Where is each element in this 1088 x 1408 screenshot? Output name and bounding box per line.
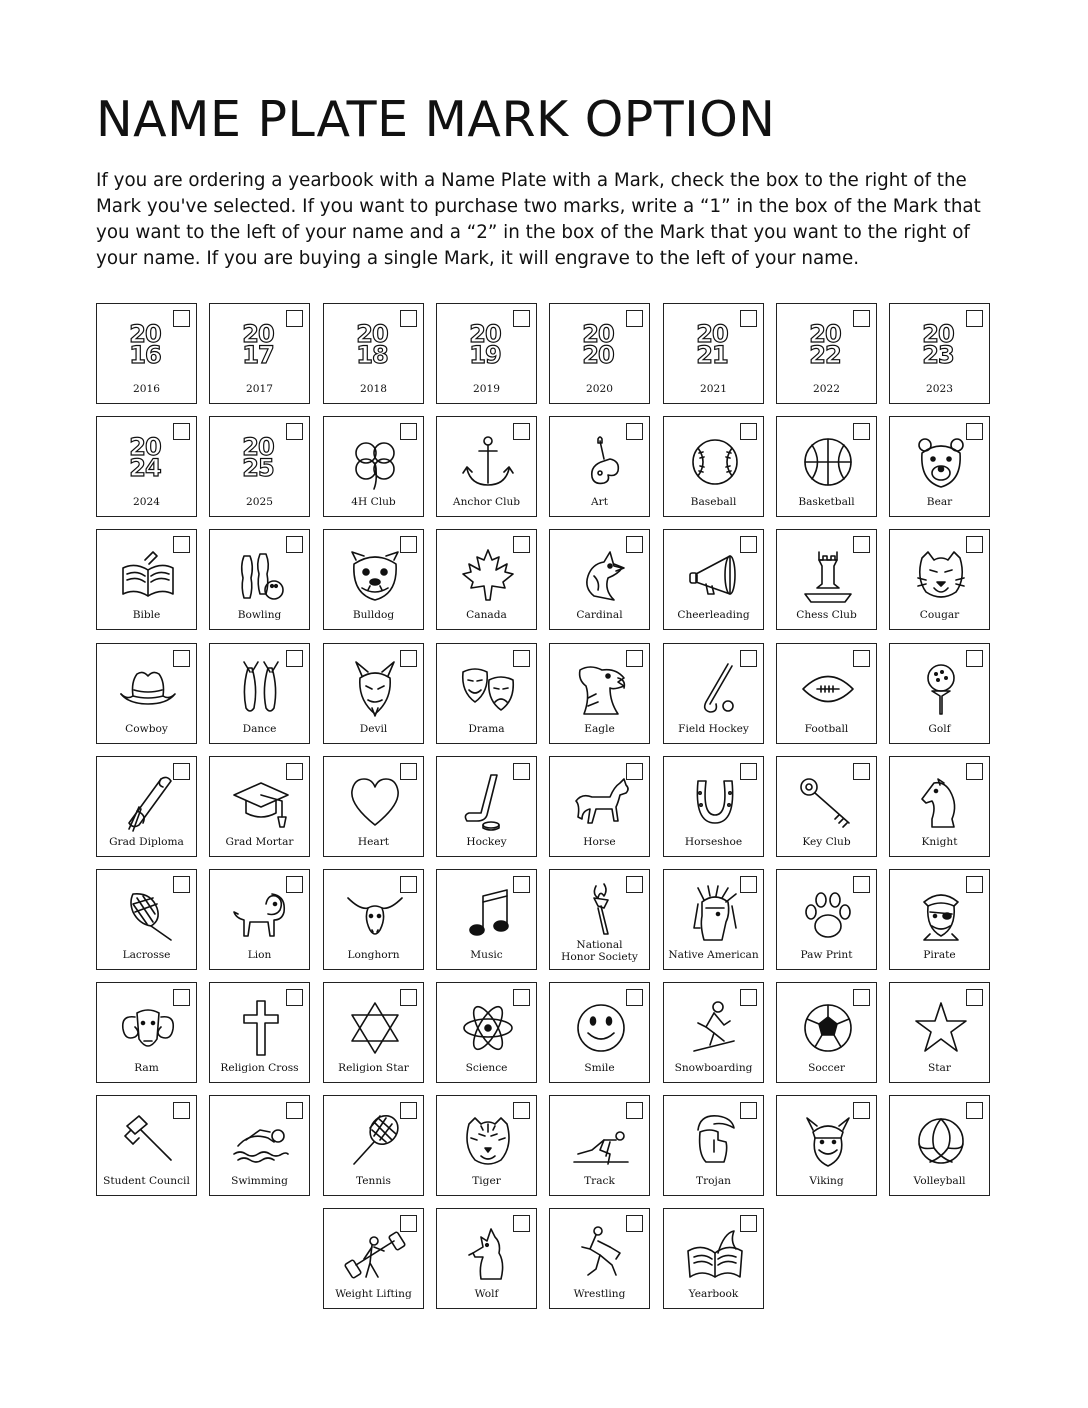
mark-checkbox-2020[interactable]	[626, 310, 643, 327]
mark-option-religion-cross	[209, 982, 310, 1083]
year-bottom: 24	[129, 454, 161, 482]
volleyball-icon	[910, 1110, 972, 1172]
mark-label: Swimming	[231, 1175, 288, 1187]
mark-option-pirate	[889, 869, 990, 970]
mark-option-key-club	[776, 756, 877, 857]
chess-rook-icon	[797, 544, 859, 606]
mark-label: Tiger	[472, 1175, 501, 1187]
book-icon	[117, 544, 179, 606]
mark-option-eagle	[549, 643, 650, 744]
wolf-icon	[457, 1223, 519, 1285]
mark-option-religion-star	[323, 982, 424, 1083]
year-icon	[119, 320, 171, 369]
mark-option-2020	[549, 303, 650, 404]
mark-option-bible	[96, 529, 197, 630]
mark-label: 2023	[926, 383, 953, 395]
mark-option-science	[436, 982, 537, 1083]
mark-option-bear	[889, 416, 990, 517]
mark-label: Cheerleading	[677, 609, 750, 621]
mark-option-national	[549, 869, 650, 970]
longhorn-icon	[344, 884, 406, 946]
bulldog-icon	[344, 544, 406, 606]
mark-option-art	[549, 416, 650, 517]
year-icon	[346, 320, 398, 369]
year-icon	[232, 433, 284, 482]
year-bottom: 16	[129, 341, 161, 369]
year-icon	[912, 320, 964, 369]
mark-option-smile	[549, 982, 650, 1083]
runner-icon	[570, 1110, 632, 1172]
year-icon	[686, 320, 738, 369]
eagle-icon	[570, 658, 632, 720]
mark-label: Cowboy	[125, 723, 168, 735]
mark-label: 2017	[246, 383, 273, 395]
year-bottom: 22	[809, 341, 841, 369]
mark-option-grad-mortar	[209, 756, 310, 857]
clover-icon	[344, 431, 406, 493]
year-top: 20	[469, 320, 501, 348]
mark-label: Bulldog	[352, 609, 395, 621]
mark-label: Canada	[466, 609, 507, 621]
mark-label: Wolf	[474, 1288, 499, 1300]
mark-label: 2025	[246, 496, 273, 508]
mark-label: 4H Club	[351, 496, 396, 508]
mark-option-cheerleading	[663, 529, 764, 630]
mark-label: Viking	[809, 1175, 844, 1187]
mark-label: Eagle	[584, 723, 615, 735]
barbell-icon	[344, 1223, 406, 1285]
mark-label: Football	[804, 723, 849, 735]
mark-option-2023	[889, 303, 990, 404]
devil-icon	[344, 658, 406, 720]
mark-label: Art	[591, 496, 608, 508]
diploma-icon	[117, 771, 179, 833]
mark-option-2021	[663, 303, 764, 404]
mark-label: Tennis	[356, 1175, 391, 1187]
mark-checkbox-2022[interactable]	[853, 310, 870, 327]
star-of-david-icon	[344, 997, 406, 1059]
mark-option-tennis	[323, 1095, 424, 1196]
mark-label: Drama	[468, 723, 505, 735]
year-top: 20	[809, 320, 841, 348]
swimmer-icon	[230, 1110, 292, 1172]
knight-icon	[910, 771, 972, 833]
mark-option-wrestling	[549, 1208, 650, 1309]
lion-icon	[230, 884, 292, 946]
lacrosse-icon	[117, 884, 179, 946]
mark-label: Smile	[584, 1062, 615, 1074]
mark-option-chess-club	[776, 529, 877, 630]
year-bottom: 17	[242, 341, 274, 369]
year-icon	[799, 320, 851, 369]
year-bottom: 19	[469, 341, 501, 369]
year-bottom: 21	[696, 341, 728, 369]
year-top: 20	[242, 320, 274, 348]
mark-label: Hockey	[466, 836, 507, 848]
mark-label: Paw Print	[800, 949, 853, 961]
mark-option-native-american	[663, 869, 764, 970]
mark-label: Wrestling	[573, 1288, 626, 1300]
mark-label: Snowboarding	[674, 1062, 753, 1074]
mark-label: Star	[928, 1062, 951, 1074]
mark-option-devil	[323, 643, 424, 744]
star-icon	[910, 997, 972, 1059]
mark-label: Lacrosse	[122, 949, 171, 961]
mark-option-2016	[96, 303, 197, 404]
mark-checkbox-2017[interactable]	[286, 310, 303, 327]
mark-option-star	[889, 982, 990, 1083]
mark-label: Golf	[928, 723, 951, 735]
mark-label: Bear	[926, 496, 953, 508]
mark-option-bowling	[209, 529, 310, 630]
mark-option-2018	[323, 303, 424, 404]
instructions-paragraph: If you are ordering a yearbook with a Name Plate with a Mark, check the box to the right of the Mark you've selected. If you want to purchase two marks, write a “1” in the box of the Mark that you want to the left of your name and a “2” in the box of the Mark that you want to the right of your name. If you are buying a single Mark, it will engrave to the left of your name.	[96, 170, 981, 269]
horse-icon	[570, 771, 632, 833]
hockey-icon	[457, 771, 519, 833]
drama-masks-icon	[457, 658, 519, 720]
mark-option-tiger	[436, 1095, 537, 1196]
mark-label: Pirate	[923, 949, 956, 961]
year-top: 20	[356, 320, 388, 348]
trojan-helmet-icon	[684, 1110, 746, 1172]
mark-checkbox-2025[interactable]	[286, 423, 303, 440]
mark-label: Basketball	[798, 496, 855, 508]
mark-label: Trojan	[696, 1175, 731, 1187]
mark-option-horse	[549, 756, 650, 857]
pirate-icon	[910, 884, 972, 946]
mark-option-2019	[436, 303, 537, 404]
mark-label: Key Club	[802, 836, 851, 848]
year-top: 20	[129, 320, 161, 348]
anchor-icon	[457, 431, 519, 493]
mark-option-canada	[436, 529, 537, 630]
mark-option-student-council	[96, 1095, 197, 1196]
mark-option-trojan	[663, 1095, 764, 1196]
mark-option-knight	[889, 756, 990, 857]
mark-option-bulldog	[323, 529, 424, 630]
mark-label: 2016	[133, 383, 160, 395]
mark-option-longhorn	[323, 869, 424, 970]
mark-option-baseball	[663, 416, 764, 517]
mark-label: Grad Diploma	[109, 836, 184, 848]
music-note-icon	[457, 884, 519, 946]
mark-option-cardinal	[549, 529, 650, 630]
mark-option-football	[776, 643, 877, 744]
mark-label: Cougar	[919, 609, 960, 621]
viking-icon	[797, 1110, 859, 1172]
tiger-icon	[457, 1110, 519, 1172]
maple-leaf-icon	[457, 544, 519, 606]
mark-label: Religion Star	[338, 1062, 409, 1074]
mark-checkbox-2018[interactable]	[400, 310, 417, 327]
horseshoe-icon	[684, 771, 746, 833]
palette-icon	[570, 431, 632, 493]
mark-option-viking	[776, 1095, 877, 1196]
year-icon	[232, 320, 284, 369]
mark-label: Bowling	[237, 609, 282, 621]
year-bottom: 18	[356, 341, 388, 369]
megaphone-icon	[684, 544, 746, 606]
mark-checkbox-2016[interactable]	[173, 310, 190, 327]
mark-label: Horse	[583, 836, 616, 848]
ballet-shoes-icon	[230, 658, 292, 720]
mark-label: Anchor Club	[452, 496, 521, 508]
mark-label: 2022	[813, 383, 840, 395]
mark-option-drama	[436, 643, 537, 744]
mark-option-heart	[323, 756, 424, 857]
atom-icon	[457, 997, 519, 1059]
soccer-ball-icon	[797, 997, 859, 1059]
mark-option-wolf	[436, 1208, 537, 1309]
mark-option-dance	[209, 643, 310, 744]
mark-label: Weight Lifting	[335, 1288, 412, 1300]
mark-option-horseshoe	[663, 756, 764, 857]
mark-label: Heart	[357, 836, 390, 848]
cougar-icon	[910, 544, 972, 606]
mark-option-music	[436, 869, 537, 970]
mark-label: Volleyball	[913, 1175, 966, 1187]
snowboarder-icon	[684, 997, 746, 1059]
mark-label: Soccer	[808, 1062, 845, 1074]
tennis-racket-icon	[344, 1110, 406, 1172]
torch-icon	[570, 878, 632, 940]
mark-option-cougar	[889, 529, 990, 630]
mark-label: National	[576, 939, 623, 951]
mark-label: Longhorn	[347, 949, 400, 961]
mark-option-swimming	[209, 1095, 310, 1196]
mark-option-2017	[209, 303, 310, 404]
open-book-icon	[684, 1223, 746, 1285]
mark-label-line-2: Honor Society	[561, 951, 638, 963]
mark-option-4h-club	[323, 416, 424, 517]
football-icon	[797, 658, 859, 720]
mark-option-soccer	[776, 982, 877, 1083]
gavel-icon	[117, 1110, 179, 1172]
mark-option-2022	[776, 303, 877, 404]
mark-option-basketball	[776, 416, 877, 517]
mark-option-hockey	[436, 756, 537, 857]
year-bottom: 23	[922, 341, 954, 369]
mark-label: Music	[470, 949, 503, 961]
mark-label: Native American	[668, 949, 759, 961]
mark-label: Devil	[359, 723, 388, 735]
mark-option-track	[549, 1095, 650, 1196]
mark-label: 2024	[133, 496, 160, 508]
mark-option-volleyball	[889, 1095, 990, 1196]
page-title: NAME PLATE MARK OPTION	[96, 91, 776, 148]
bowling-icon	[230, 544, 292, 606]
year-icon	[572, 320, 624, 369]
mortarboard-icon	[230, 771, 292, 833]
mark-label: Baseball	[690, 496, 737, 508]
mark-checkbox-2024[interactable]	[173, 423, 190, 440]
cross-icon	[230, 997, 292, 1059]
mark-label: Ram	[134, 1062, 159, 1074]
mark-label: 2019	[473, 383, 500, 395]
mark-label: Religion Cross	[220, 1062, 299, 1074]
cowboy-hat-icon	[117, 658, 179, 720]
native-american-icon	[684, 884, 746, 946]
heart-icon	[344, 771, 406, 833]
mark-option-grad-diploma	[96, 756, 197, 857]
mark-checkbox-2021[interactable]	[740, 310, 757, 327]
mark-option-field-hockey	[663, 643, 764, 744]
year-icon	[459, 320, 511, 369]
mark-option-snowboarding	[663, 982, 764, 1083]
mark-option-golf	[889, 643, 990, 744]
field-hockey-icon	[684, 658, 746, 720]
year-top: 20	[242, 433, 274, 461]
mark-label: Track	[584, 1175, 615, 1187]
mark-label: Horseshoe	[684, 836, 743, 848]
basketball-icon	[797, 431, 859, 493]
mark-label: Chess Club	[796, 609, 857, 621]
year-icon	[119, 433, 171, 482]
year-top: 20	[582, 320, 614, 348]
mark-label: Grad Mortar	[225, 836, 294, 848]
mark-option-paw-print	[776, 869, 877, 970]
mark-option-ram	[96, 982, 197, 1083]
mark-label: Student Council	[103, 1175, 190, 1187]
mark-label: Bible	[132, 609, 161, 621]
mark-option-weight-lifting	[323, 1208, 424, 1309]
mark-label: 2020	[586, 383, 613, 395]
mark-option-2024	[96, 416, 197, 517]
mark-option-yearbook	[663, 1208, 764, 1309]
mark-option-lion	[209, 869, 310, 970]
cardinal-icon	[570, 544, 632, 606]
smile-icon	[570, 997, 632, 1059]
golf-icon	[910, 658, 972, 720]
mark-label: 2018	[360, 383, 387, 395]
mark-label: Field Hockey	[678, 723, 749, 735]
year-bottom: 20	[582, 341, 614, 369]
year-bottom: 25	[242, 454, 274, 482]
mark-label: Lion	[247, 949, 272, 961]
year-top: 20	[922, 320, 954, 348]
mark-label: Science	[465, 1062, 508, 1074]
year-top: 20	[129, 433, 161, 461]
mark-label: Cardinal	[576, 609, 623, 621]
ram-icon	[117, 997, 179, 1059]
mark-label: 2021	[700, 383, 727, 395]
mark-option-lacrosse	[96, 869, 197, 970]
mark-checkbox-2023[interactable]	[966, 310, 983, 327]
baseball-icon	[684, 431, 746, 493]
mark-label: Knight	[921, 836, 958, 848]
bear-icon	[910, 431, 972, 493]
mark-checkbox-2019[interactable]	[513, 310, 530, 327]
mark-option-2025	[209, 416, 310, 517]
mark-label: Dance	[242, 723, 277, 735]
mark-option-cowboy	[96, 643, 197, 744]
mark-label: Yearbook	[688, 1288, 739, 1300]
key-icon	[797, 771, 859, 833]
year-top: 20	[696, 320, 728, 348]
paw-icon	[797, 884, 859, 946]
wrestler-icon	[570, 1223, 632, 1285]
mark-option-anchor-club	[436, 416, 537, 517]
